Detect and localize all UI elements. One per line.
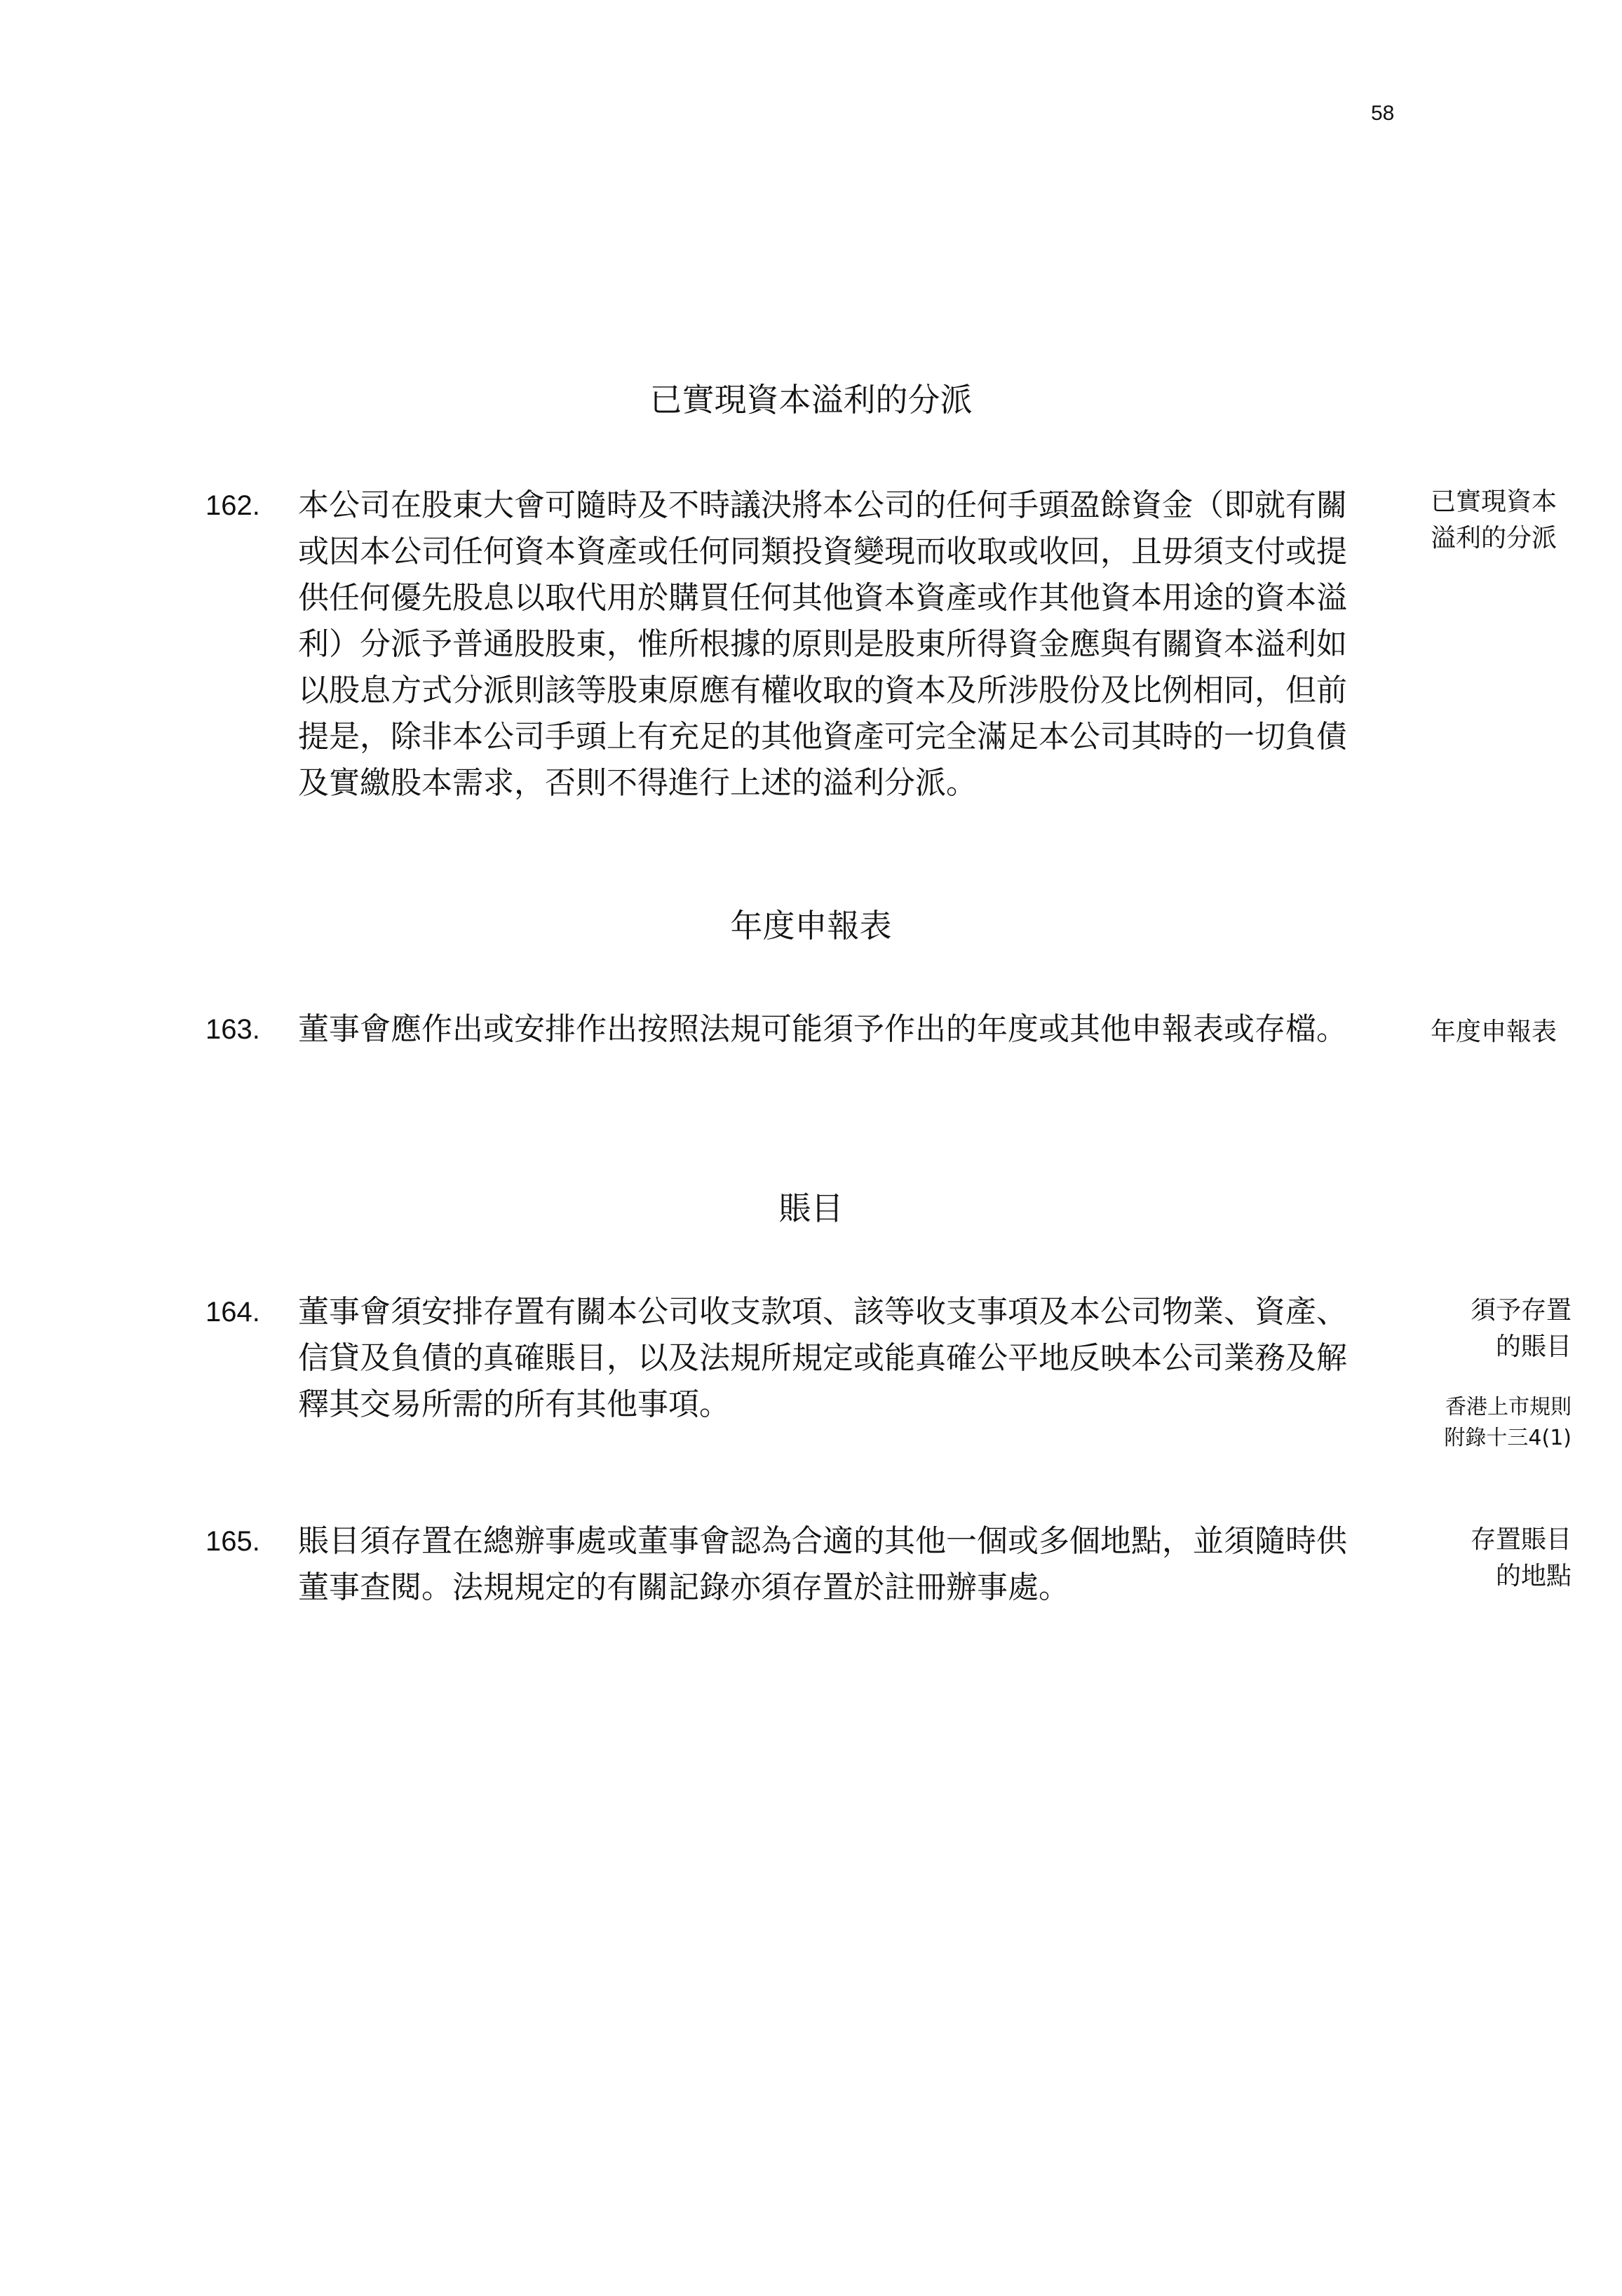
margin-ref-line: 香港上市規則 (1445, 1395, 1572, 1419)
clause-162-line: 及實繳股本需求，否則不得進行上述的溢利分派。 (298, 765, 977, 801)
margin-note-line: 存置賬目 (1470, 1525, 1572, 1554)
clause-162-line: 利）分派予普通股股東，惟所根據的原則是股東所得資金應與有關資本溢利如 (298, 626, 1347, 662)
margin-note-line: 的賬目 (1495, 1332, 1572, 1361)
clause-number-164: 164. (205, 1297, 260, 1328)
clause-163-line: 董事會應作出或安排作出按照法規可能須予作出的年度或其他申報表或存檔。 (298, 1011, 1347, 1047)
clause-162-line: 供任何優先股息以取代用於購買任何其他資本資產或作其他資本用途的資本溢 (298, 580, 1347, 616)
section-heading-capital-profits: 已實現資本溢利的分派 (649, 381, 973, 419)
clause-164-line: 董事會須安排存置有關本公司收支款項、該等收支事項及本公司物業、資產、 (298, 1294, 1347, 1330)
margin-ref-line: 附錄十三4(1) (1444, 1426, 1572, 1450)
section-heading-accounts: 賬目 (778, 1189, 844, 1227)
margin-note-line: 須予存置 (1470, 1296, 1572, 1325)
clause-162-line: 以股息方式分派則該等股東原應有權收取的資本及所涉股份及比例相同，但前 (298, 673, 1347, 708)
clause-body-164 (298, 1289, 1378, 1428)
clause-number-162: 162. (205, 490, 260, 521)
clause-165-line: 賬目須存置在總辦事處或董事會認為合適的其他一個或多個地點，並須隨時供 (298, 1523, 1347, 1559)
clause-body-162 (298, 482, 1378, 806)
section-heading-annual-returns: 年度申報表 (730, 907, 892, 945)
clause-body-163 (298, 1006, 1378, 1053)
margin-note-163 (1431, 1014, 1557, 1051)
clause-162-line: 本公司在股東大會可隨時及不時議決將本公司的任何手頭盈餘資金（即就有關 (298, 487, 1347, 523)
margin-note-line: 的地點 (1495, 1562, 1572, 1591)
clause-body-165 (298, 1518, 1378, 1611)
margin-note-line: 溢利的分派 (1431, 524, 1557, 553)
clause-162-line: 或因本公司任何資本資產或任何同類投資變現而收取或收回，且毋須支付或提 (298, 534, 1347, 569)
clause-165-line: 董事查閱。法規規定的有關記錄亦須存置於註冊辦事處。 (298, 1569, 1069, 1605)
margin-note-line: 已實現資本 (1431, 487, 1557, 516)
margin-note-line: 年度申報表 (1431, 1018, 1557, 1046)
clause-number-163: 163. (205, 1014, 260, 1045)
clause-number-165: 165. (205, 1526, 260, 1557)
page-number: 58 (1371, 102, 1395, 125)
margin-note-165 (1471, 1522, 1572, 1595)
clause-162-line: 提是，除非本公司手頭上有充足的其他資產可完全滿足本公司其時的一切負債 (298, 719, 1347, 755)
clause-164-line: 信貸及負債的真確賬目，以及法規所規定或能真確公平地反映本公司業務及解 (298, 1340, 1347, 1376)
margin-note-162 (1431, 484, 1557, 557)
margin-note-164 (1471, 1292, 1572, 1365)
margin-ref-listing-rules (1444, 1392, 1572, 1454)
clause-164-line: 釋其交易所需的所有其他事項。 (298, 1386, 730, 1422)
